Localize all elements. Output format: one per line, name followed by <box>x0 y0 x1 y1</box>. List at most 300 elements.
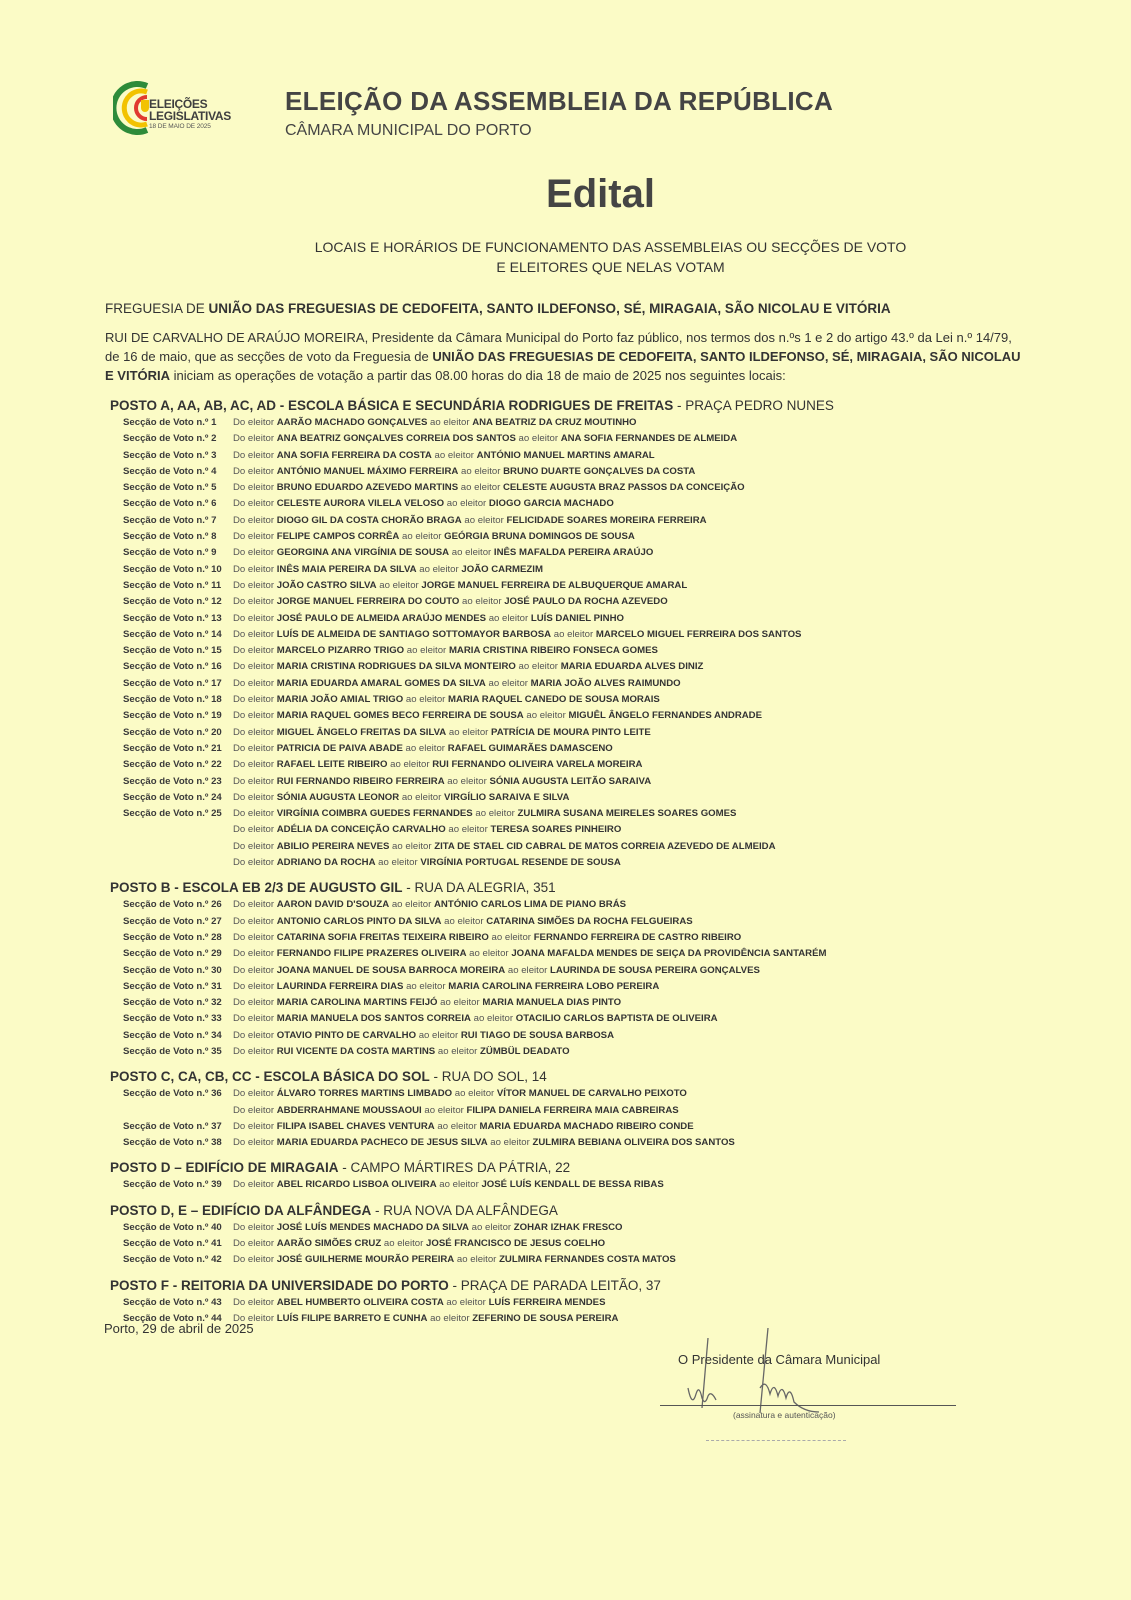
freguesia-name: UNIÃO DAS FREGUESIAS DE CEDOFEITA, SANTO ILDEFONSO, SÉ, MIRAGAIA, SÃO NICOLAU E VITÓRIA <box>208 301 891 316</box>
to-label: ao eleitor <box>381 1238 427 1250</box>
section-row <box>110 1119 1010 1135</box>
from-label: Do eleitor <box>233 1104 277 1116</box>
document-header <box>113 78 873 148</box>
intro-text-2: iniciam as operações de votação a partir das 08.00 horas do dia 18 de maio de 2025 nos seguintes locais: <box>170 368 786 383</box>
to-elector: ZEFERINO DE SOUSA PEREIRA <box>472 1312 619 1324</box>
from-label: Do eleitor <box>233 964 277 976</box>
to-elector: MARIA EDUARDA ALVES DINIZ <box>560 661 704 673</box>
to-elector: MARIA EDUARDA MACHADO RIBEIRO CONDE <box>479 1120 694 1132</box>
section-row <box>110 594 1010 610</box>
from-elector: JOSÉ GUILHERME MOURÃO PEREIRA <box>276 1254 455 1266</box>
logo-line-1: ELEIÇÕES <box>149 97 208 111</box>
from-elector: ÁLVARO TORRES MARTINS LIMBADO <box>276 1088 453 1100</box>
posto-heading <box>110 1277 1010 1295</box>
section-range <box>233 1086 687 1102</box>
from-elector: MIGUEL ÂNGELO FREITAS DA SILVA <box>276 726 447 738</box>
from-elector: LUÍS FILIPE BARRETO E CUNHA <box>276 1312 428 1324</box>
section-row <box>110 963 1010 979</box>
section-label: Secção de Voto n.º 32 <box>123 997 222 1009</box>
from-label: Do eleitor <box>233 840 277 852</box>
to-elector: FILIPA DANIELA FERREIRA MAIA CABREIRAS <box>466 1104 679 1116</box>
section-range <box>233 1295 605 1311</box>
to-elector: JOANA MAFALDA MENDES DE SEIÇA DA PROVIDÊNCIA SANTARÉM <box>511 948 827 960</box>
section-range <box>233 855 621 871</box>
section-label: Secção de Voto n.º 18 <box>123 694 222 706</box>
to-elector: OTACILIO CARLOS BAPTISTA DE OLIVEIRA <box>515 1013 718 1025</box>
section-label: Secção de Voto n.º 36 <box>123 1088 222 1100</box>
section-range <box>233 676 681 692</box>
from-elector: ANA SOFIA FERREIRA DA COSTA <box>276 449 432 461</box>
logo-arcs-icon <box>113 80 153 136</box>
from-label: Do eleitor <box>233 808 277 820</box>
from-label: Do eleitor <box>233 596 277 608</box>
section-row <box>110 839 1010 855</box>
section-row <box>110 1044 1010 1060</box>
section-range <box>233 741 613 757</box>
section-row <box>110 431 1010 447</box>
to-label: ao eleitor <box>505 964 551 976</box>
posto-heading <box>110 397 1010 415</box>
section-range <box>233 545 653 561</box>
to-elector: PATRÍCIA DE MOURA PINTO LEITE <box>491 726 651 738</box>
section-label: Secção de Voto n.º 11 <box>123 579 222 591</box>
section-row <box>110 1086 1010 1102</box>
from-label: Do eleitor <box>233 482 277 494</box>
posto-name: POSTO C, CA, CB, CC - ESCOLA BÁSICA DO SOL <box>110 1069 430 1085</box>
from-elector: CELESTE AURORA VILELA VELOSO <box>276 498 445 510</box>
section-row <box>110 806 1010 822</box>
section-range <box>233 659 703 675</box>
section-label: Secção de Voto n.º 21 <box>123 742 222 754</box>
section-range <box>233 594 668 610</box>
to-label: ao eleitor <box>402 742 448 754</box>
section-range <box>233 627 801 643</box>
from-label: Do eleitor <box>233 579 277 591</box>
section-label: Secção de Voto n.º 22 <box>123 759 222 771</box>
section-label: Secção de Voto n.º 31 <box>123 980 222 992</box>
section-label: Secção de Voto n.º 9 <box>123 547 217 559</box>
section-row <box>110 464 1010 480</box>
from-label: Do eleitor <box>233 980 277 992</box>
from-label: Do eleitor <box>233 1137 277 1149</box>
from-label: Do eleitor <box>233 915 277 927</box>
from-label: Do eleitor <box>233 465 277 477</box>
section-row <box>110 1011 1010 1027</box>
from-label: Do eleitor <box>233 726 277 738</box>
to-label: ao eleitor <box>437 997 483 1009</box>
polling-stations-list <box>110 397 1010 1327</box>
to-elector: MARIA JOÃO ALVES RAIMUNDO <box>530 677 681 689</box>
from-elector: MARIA EDUARDA AMARAL GOMES DA SILVA <box>276 677 486 689</box>
section-row <box>110 676 1010 692</box>
section-label: Secção de Voto n.º 16 <box>123 661 222 673</box>
from-elector: MARIA JOÃO AMIAL TRIGO <box>276 694 404 706</box>
to-label: ao eleitor <box>523 710 569 722</box>
to-elector: JOSÉ FRANCISCO DE JESUS COELHO <box>426 1238 606 1250</box>
to-elector: RAFAEL GUIMARÃES DAMASCENO <box>447 742 613 754</box>
section-label: Secção de Voto n.º 29 <box>123 948 222 960</box>
to-label: ao eleitor <box>389 899 434 911</box>
section-row <box>110 897 1010 913</box>
section-label: Secção de Voto n.º 15 <box>123 645 222 657</box>
to-label: ao eleitor <box>421 1104 467 1116</box>
section-label: Secção de Voto n.º 43 <box>123 1296 222 1308</box>
to-label: ao eleitor <box>487 1137 533 1149</box>
posto-name: POSTO F - REITORIA DA UNIVERSIDADE DO PORTO <box>110 1277 449 1293</box>
to-elector: ANA BEATRIZ DA CRUZ MOUTINHO <box>472 417 637 428</box>
to-label: ao eleitor <box>515 433 561 445</box>
section-row <box>110 1103 1010 1119</box>
to-elector: RUI FERNANDO OLIVEIRA VARELA MOREIRA <box>432 759 643 771</box>
section-row <box>110 855 1010 871</box>
description-line-2: E ELEITORES QUE NELAS VOTAM <box>496 259 725 275</box>
section-range <box>233 806 736 822</box>
from-label: Do eleitor <box>233 997 277 1009</box>
section-row <box>110 529 1010 545</box>
from-label: Do eleitor <box>233 1221 277 1233</box>
from-elector: ABILIO PEREIRA NEVES <box>276 840 390 852</box>
section-range <box>233 1011 718 1027</box>
posto-address: - RUA DO SOL, 14 <box>429 1069 547 1085</box>
from-label: Do eleitor <box>233 1296 277 1308</box>
section-label: Secção de Voto n.º 30 <box>123 964 222 976</box>
section-row <box>110 562 1010 578</box>
section-range <box>233 611 624 627</box>
from-elector: ANA BEATRIZ GONÇALVES CORREIA DOS SANTOS <box>276 433 516 445</box>
from-label: Do eleitor <box>233 694 277 706</box>
signature-line <box>660 1405 956 1406</box>
to-elector: MARIA CRISTINA RIBEIRO FONSECA GOMES <box>448 645 658 657</box>
to-elector: ZULMIRA SUSANA MEIRELES SOARES GOMES <box>517 808 737 820</box>
section-row <box>110 1295 1010 1311</box>
from-label: Do eleitor <box>233 1238 277 1250</box>
section-range <box>233 1044 570 1060</box>
section-row <box>110 415 1010 431</box>
section-label: Secção de Voto n.º 5 <box>123 482 217 494</box>
from-label: Do eleitor <box>233 661 277 673</box>
section-label: Secção de Voto n.º 23 <box>123 775 222 787</box>
to-elector: ANTÓNIO MANUEL MARTINS AMARAL <box>476 449 655 461</box>
to-elector: RUI TIAGO DE SOUSA BARBOSA <box>460 1029 614 1041</box>
section-row <box>110 741 1010 757</box>
section-label: Secção de Voto n.º 34 <box>123 1029 222 1041</box>
to-elector: ANA SOFIA FERNANDES DE ALMEIDA <box>560 433 738 445</box>
to-elector: MARIA CAROLINA FERREIRA LOBO PEREIRA <box>448 980 660 992</box>
from-elector: MARIA RAQUEL GOMES BECO FERREIRA DE SOUSA <box>276 710 524 722</box>
from-label: Do eleitor <box>233 449 277 461</box>
section-range <box>233 1103 679 1119</box>
posto-heading <box>110 1202 1010 1220</box>
logo-line-2: LEGISLATIVAS <box>149 109 231 123</box>
section-label: Secção de Voto n.º 35 <box>123 1045 222 1057</box>
from-elector: ADÉLIA DA CONCEIÇÃO CARVALHO <box>276 824 446 836</box>
intro-text-1: RUI DE CARVALHO DE ARAÚJO MOREIRA, Presidente da Câmara Municipal do Porto faz público, nos termos dos n.ºs 1 e 2 do artigo 43.º da Lei n.º 14/79, de 16 de maio, que as secções de voto da Freguesia de <box>105 330 1012 364</box>
section-range <box>233 1135 735 1151</box>
section-row <box>110 930 1010 946</box>
to-elector: CELESTE AUGUSTA BRAZ PASSOS DA CONCEIÇÃO <box>502 482 745 494</box>
to-elector: GEÓRGIA BRUNA DOMINGOS DE SOUSA <box>444 531 635 543</box>
to-elector: VÍTOR MANUEL DE CARVALHO PEIXOTO <box>496 1088 687 1100</box>
posto-address: - RUA DA ALEGRIA, 351 <box>402 880 556 896</box>
to-label: ao eleitor <box>444 775 490 787</box>
posto-heading <box>110 879 1010 897</box>
to-elector: FERNANDO FERREIRA DE CASTRO RIBEIRO <box>533 931 742 943</box>
intro-paragraph <box>105 328 1025 385</box>
to-label: ao eleitor <box>459 596 505 608</box>
section-label: Secção de Voto n.º 28 <box>123 931 222 943</box>
from-label: Do eleitor <box>233 645 277 657</box>
section-range <box>233 930 741 946</box>
section-label: Secção de Voto n.º 41 <box>123 1238 222 1250</box>
to-label: ao eleitor <box>404 645 449 657</box>
section-range <box>233 513 707 529</box>
from-elector: MARIA CRISTINA RODRIGUES DA SILVA MONTEIRO <box>276 661 516 673</box>
section-range <box>233 757 642 773</box>
to-elector: JOÃO CARMEZIM <box>461 563 543 575</box>
from-elector: RUI FERNANDO RIBEIRO FERREIRA <box>276 775 445 787</box>
to-label: ao eleitor <box>403 694 449 706</box>
from-label: Do eleitor <box>233 824 277 836</box>
section-range <box>233 979 659 995</box>
from-label: Do eleitor <box>233 417 277 428</box>
section-label: Secção de Voto n.º 39 <box>123 1179 222 1191</box>
section-range <box>233 822 621 838</box>
section-range <box>233 897 626 913</box>
section-range <box>233 464 695 480</box>
section-label: Secção de Voto n.º 24 <box>123 791 222 803</box>
to-elector: CATARINA SIMÕES DA ROCHA FELGUEIRAS <box>486 915 693 927</box>
section-row <box>110 643 1010 659</box>
from-elector: LUÍS DE ALMEIDA DE SANTIAGO SOTTOMAYOR BARBOSA <box>276 628 552 640</box>
to-label: ao eleitor <box>452 1088 497 1100</box>
to-elector: ANTÓNIO CARLOS LIMA DE PIANO BRÁS <box>433 899 627 911</box>
section-label <box>110 855 233 871</box>
to-label: ao eleitor <box>472 808 518 820</box>
from-label: Do eleitor <box>233 547 277 559</box>
to-label: ao eleitor <box>443 1296 489 1308</box>
from-label: Do eleitor <box>233 1312 277 1324</box>
to-label: ao eleitor <box>470 1013 516 1025</box>
to-elector: JORGE MANUEL FERREIRA DE ALBUQUERQUE AMARAL <box>421 579 688 591</box>
from-label: Do eleitor <box>233 710 277 722</box>
to-label: ao eleitor <box>458 482 503 494</box>
section-range <box>233 643 658 659</box>
section-label <box>110 1103 233 1119</box>
section-row <box>110 578 1010 594</box>
from-label: Do eleitor <box>233 1088 277 1100</box>
section-label: Secção de Voto n.º 40 <box>123 1221 222 1233</box>
from-label: Do eleitor <box>233 433 277 445</box>
from-elector: RAFAEL LEITE RIBEIRO <box>276 759 388 771</box>
from-elector: VIRGÍNIA COIMBRA GUEDES FERNANDES <box>276 808 473 820</box>
section-range <box>233 562 543 578</box>
section-label: Secção de Voto n.º 20 <box>123 726 222 738</box>
section-range <box>233 692 660 708</box>
from-elector: JOÃO CASTRO SILVA <box>276 579 377 591</box>
from-elector: CATARINA SOFIA FREITAS TEIXEIRA RIBEIRO <box>276 931 489 943</box>
to-label: ao eleitor <box>441 915 487 927</box>
from-label: Do eleitor <box>233 899 277 911</box>
section-row <box>110 1177 1010 1193</box>
section-label: Secção de Voto n.º 2 <box>123 433 217 445</box>
intro-freguesia: UNIÃO DAS FREGUESIAS DE CEDOFEITA, SANTO ILDEFONSO, SÉ, MIRAGAIA, SÃO NICOLAU E VITÓRIA <box>105 349 1021 383</box>
from-label: Do eleitor <box>233 775 277 787</box>
section-row <box>110 725 1010 741</box>
section-label: Secção de Voto n.º 12 <box>123 596 222 608</box>
to-label: ao eleitor <box>468 1221 514 1233</box>
to-label: ao eleitor <box>427 1312 473 1324</box>
to-label: ao eleitor <box>416 563 462 575</box>
from-label: Do eleitor <box>233 931 277 943</box>
from-label: Do eleitor <box>233 514 277 526</box>
section-label: Secção de Voto n.º 19 <box>123 710 222 722</box>
to-elector: MIGUÊL ÂNGELO FERNANDES ANDRADE <box>568 710 762 722</box>
posto-heading <box>110 1159 1010 1177</box>
from-elector: AARÃO SIMÕES CRUZ <box>276 1238 382 1250</box>
section-row <box>110 995 1010 1011</box>
section-label: Secção de Voto n.º 14 <box>123 628 222 640</box>
section-range <box>233 496 614 512</box>
to-label: ao eleitor <box>387 759 433 771</box>
section-row <box>110 611 1010 627</box>
from-label: Do eleitor <box>233 1179 277 1191</box>
section-range <box>233 963 760 979</box>
section-range <box>233 725 651 741</box>
section-range <box>233 1119 694 1135</box>
section-range <box>233 1028 614 1044</box>
freguesia-line <box>105 301 891 316</box>
posto-name: POSTO D – EDIFÍCIO DE MIRAGAIA <box>110 1160 339 1176</box>
from-elector: RUI VICENTE DA COSTA MARTINS <box>276 1045 436 1057</box>
section-label: Secção de Voto n.º 37 <box>123 1120 222 1132</box>
section-label: Secção de Voto n.º 8 <box>123 531 217 543</box>
from-label: Do eleitor <box>233 531 277 543</box>
to-elector: LAURINDA DE SOUSA PEREIRA GONÇALVES <box>550 964 760 976</box>
from-label: Do eleitor <box>233 1120 277 1132</box>
from-elector: PATRICIA DE PAIVA ABADE <box>276 742 403 754</box>
section-range <box>233 946 827 962</box>
to-label: ao eleitor <box>444 498 489 510</box>
from-label: Do eleitor <box>233 612 277 624</box>
section-range <box>233 578 687 594</box>
section-row <box>110 822 1010 838</box>
description-line-1: LOCAIS E HORÁRIOS DE FUNCIONAMENTO DAS ASSEMBLEIAS OU SECÇÕES DE VOTO <box>314 239 907 255</box>
from-elector: JORGE MANUEL FERREIRA DO COUTO <box>276 596 460 608</box>
posto-address: - RUA NOVA DA ALFÂNDEGA <box>371 1202 558 1218</box>
section-label: Secção de Voto n.º 17 <box>123 677 222 689</box>
section-row <box>110 914 1010 930</box>
section-row <box>110 1135 1010 1151</box>
from-elector: MARIA MANUELA DOS SANTOS CORREIA <box>276 1013 471 1025</box>
section-row <box>110 496 1010 512</box>
section-range <box>233 480 745 496</box>
document-description <box>0 237 1131 277</box>
to-label: ao eleitor <box>399 531 445 543</box>
to-elector: BRUNO DUARTE GONÇALVES DA COSTA <box>503 465 696 477</box>
from-elector: FILIPA ISABEL CHAVES VENTURA <box>276 1120 435 1132</box>
from-elector: OTAVIO PINTO DE CARVALHO <box>276 1029 417 1041</box>
to-elector: ZOHAR IZHAK FRESCO <box>513 1221 623 1233</box>
page-title: ELEIÇÃO DA ASSEMBLEIA DA REPÚBLICA <box>285 86 834 116</box>
section-row <box>110 1252 1010 1268</box>
signer-title: O Presidente da Câmara Municipal <box>678 1352 881 1367</box>
to-elector: MARIA MANUELA DIAS PINTO <box>482 997 622 1009</box>
from-label: Do eleitor <box>233 628 277 640</box>
decorative-divider <box>706 1440 846 1441</box>
to-elector: JOSÉ LUÍS KENDALL DE BESSA RIBAS <box>481 1179 664 1191</box>
to-label: ao eleitor <box>449 547 494 559</box>
to-label: ao eleitor <box>376 579 422 591</box>
section-range <box>233 448 655 464</box>
section-label: Secção de Voto n.º 26 <box>123 899 222 911</box>
from-label: Do eleitor <box>233 742 277 754</box>
section-range <box>233 790 569 806</box>
section-row <box>110 790 1010 806</box>
from-elector: ABEL HUMBERTO OLIVEIRA COSTA <box>276 1296 444 1308</box>
to-elector: VIRGÍLIO SARAIVA E SILVA <box>443 791 570 803</box>
from-label: Do eleitor <box>233 498 277 510</box>
to-label: ao eleitor <box>389 840 435 852</box>
section-range <box>233 708 762 724</box>
from-elector: ANTÓNIO MANUEL MÁXIMO FERREIRA <box>276 465 459 477</box>
to-elector: SÓNIA AUGUSTA LEITÃO SARAIVA <box>489 775 652 787</box>
section-row <box>110 659 1010 675</box>
signature-icon <box>680 1328 850 1423</box>
to-label: ao eleitor <box>403 980 449 992</box>
to-elector: ZULMIRA FERNANDES COSTA MATOS <box>499 1254 676 1266</box>
from-label: Do eleitor <box>233 1045 277 1057</box>
section-row <box>110 708 1010 724</box>
section-row <box>110 1028 1010 1044</box>
from-elector: JOSÉ LUÍS MENDES MACHADO DA SILVA <box>276 1221 469 1233</box>
to-elector: ZULMIRA BEBIANA OLIVEIRA DOS SANTOS <box>532 1137 735 1149</box>
section-row <box>110 627 1010 643</box>
section-label: Secção de Voto n.º 13 <box>123 612 222 624</box>
posto-address: - CAMPO MÁRTIRES DA PÁTRIA, 22 <box>338 1160 571 1176</box>
to-elector: LUÍS DANIEL PINHO <box>530 612 624 624</box>
section-row <box>110 757 1010 773</box>
from-label: Do eleitor <box>233 857 277 869</box>
posto-address: - PRAÇA PEDRO NUNES <box>673 398 834 413</box>
posto-heading <box>110 1068 1010 1086</box>
to-label: ao eleitor <box>445 824 491 836</box>
to-elector: ZITA DE STAEL CID CABRAL DE MATOS CORREIA AZEVEDO DE ALMEIDA <box>434 840 776 852</box>
section-range <box>233 431 737 447</box>
signature-caption: (assinatura e autenticação) <box>733 1410 836 1420</box>
from-label: Do eleitor <box>233 948 277 960</box>
section-row <box>110 946 1010 962</box>
to-elector: VIRGÍNIA PORTUGAL RESENDE DE SOUSA <box>420 857 621 869</box>
section-label <box>110 839 233 855</box>
to-label: ao eleitor <box>375 857 421 869</box>
section-label: Secção de Voto n.º 42 <box>123 1254 222 1266</box>
section-range <box>233 1177 664 1193</box>
section-row <box>110 774 1010 790</box>
to-label: ao eleitor <box>436 1179 482 1191</box>
to-label: ao eleitor <box>488 931 534 943</box>
logo-date: 18 DE MAIO DE 2025 <box>149 123 211 130</box>
from-elector: MARCELO PIZARRO TRIGO <box>276 645 405 657</box>
from-elector: GEORGINA ANA VIRGÍNIA DE SOUSA <box>276 547 450 559</box>
section-range <box>233 1220 623 1236</box>
section-label: Secção de Voto n.º 27 <box>123 915 222 927</box>
section-row <box>110 480 1010 496</box>
to-label: ao eleitor <box>461 514 507 526</box>
section-range <box>233 774 651 790</box>
to-label: ao eleitor <box>466 948 512 960</box>
to-elector: ZÜMBÜL DEADATO <box>480 1045 570 1057</box>
section-row <box>110 513 1010 529</box>
